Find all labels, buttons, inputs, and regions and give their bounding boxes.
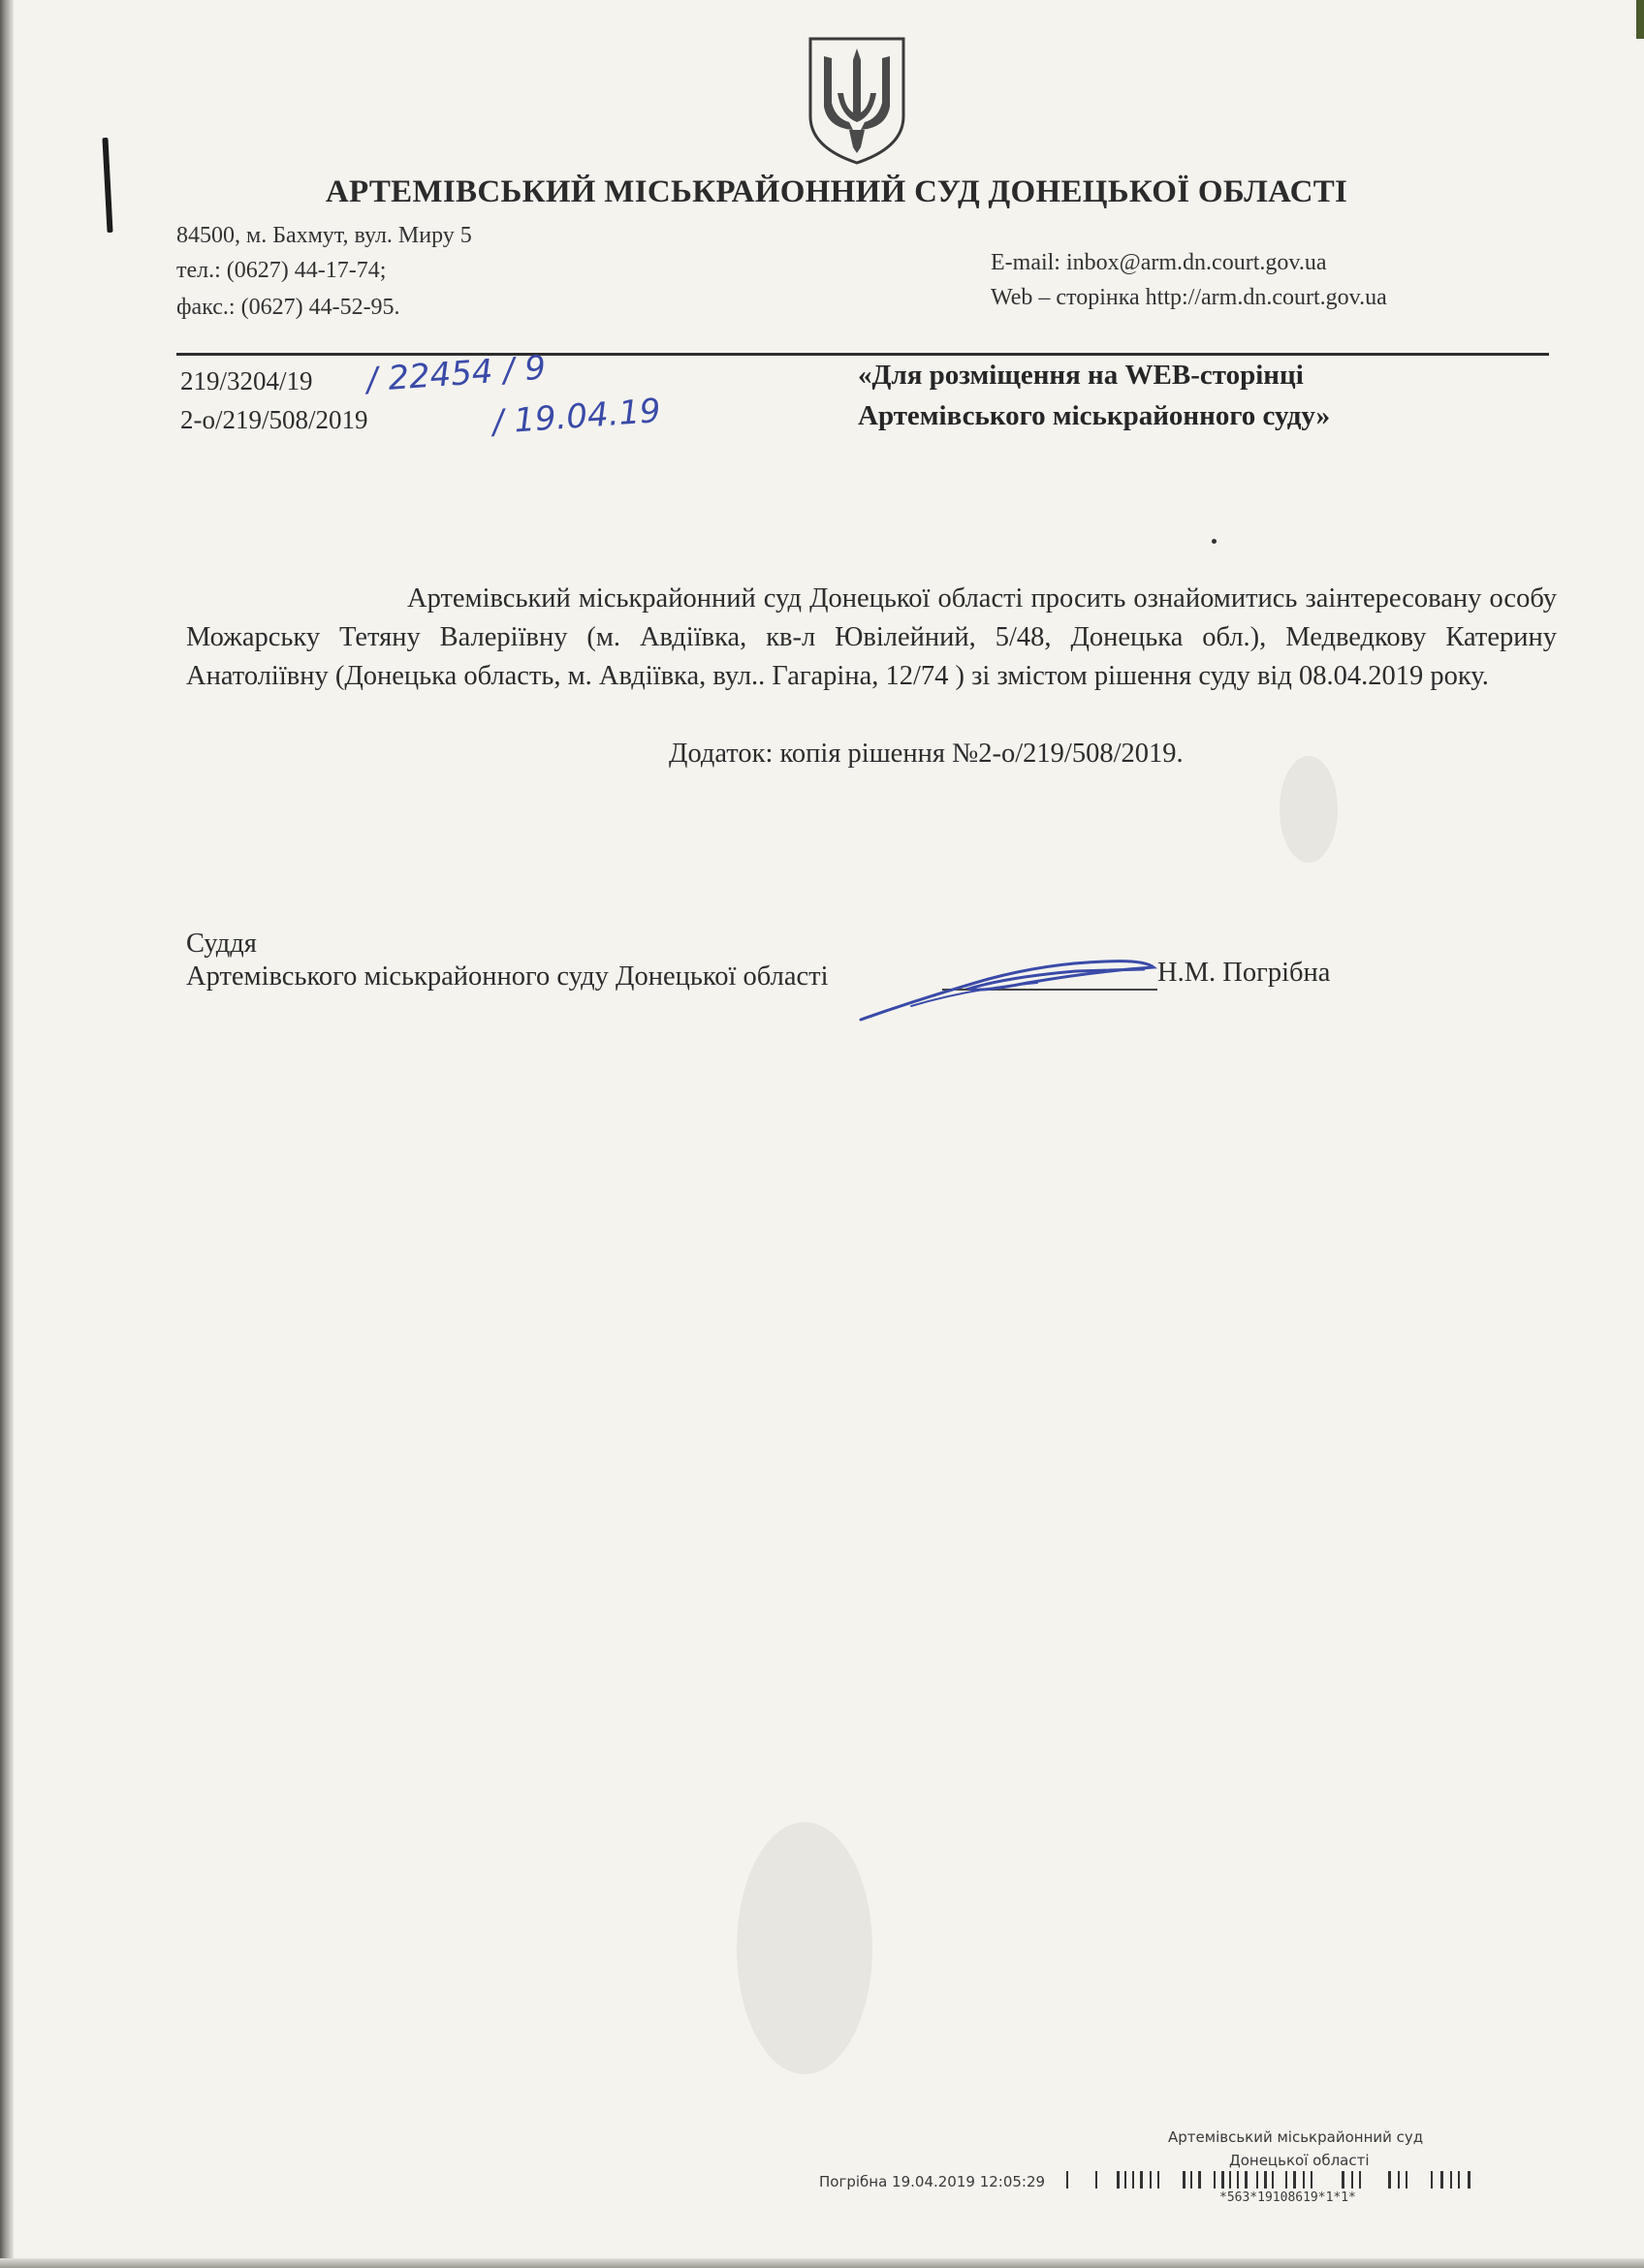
web-note-line-2: Артемівського міськрайонного суду» xyxy=(858,400,1331,431)
reference-number-2: 2-о/219/508/2019 xyxy=(180,405,368,434)
court-fax: факс.: (0627) 44-52-95. xyxy=(176,295,400,320)
judge-name: Н.М. Погрібна xyxy=(1157,958,1331,988)
registration-stamp-line: Погрібна 19.04.2019 12:05:29 xyxy=(819,2173,1046,2190)
court-web: Web – сторінка http://arm.dn.court.gov.ua xyxy=(991,285,1387,310)
handwritten-date: / 19.04.19 xyxy=(490,391,662,443)
scan-edge-right xyxy=(1636,0,1644,39)
smudge xyxy=(1280,756,1338,863)
appendix-line: Додаток: копія рішення №2-о/219/508/2019. xyxy=(669,739,1184,769)
judge-court: Артемівського міськрайонного суду Донецької області xyxy=(186,961,829,992)
court-email: E-mail: inbox@arm.dn.court.gov.ua xyxy=(991,250,1327,275)
court-phone: тел.: (0627) 44-17-74; xyxy=(176,258,387,283)
judge-title: Суддя xyxy=(186,929,257,959)
handwritten-signature xyxy=(853,950,1163,1027)
scan-edge-left xyxy=(0,0,14,2268)
body-paragraph xyxy=(186,580,1557,696)
court-address: 84500, м. Бахмут, вул. Миру 5 xyxy=(176,223,472,248)
trident-emblem-icon xyxy=(803,35,911,167)
ink-dot xyxy=(1212,539,1217,544)
handwritten-outgoing-number: / 22454 / 9 xyxy=(364,348,548,400)
body-paragraph-text: Артемівський міськрайонний суд Донецької області просить ознайомитись заінтересовану особу Можарську Тетяну Валеріївну (м. Авдіївка, кв-л Ювілейний, 5/48, Донецька обл.), Медведкову Катерину Анатоліївну (Донецька область, м. Авдіївка, вул.. Гагаріна, 12/74 ) зі змістом рішення суду від 08.04.2019 року. xyxy=(186,583,1557,691)
court-title: АРТЕМІВСЬКИЙ МІСЬКРАЙОННИЙ СУД ДОНЕЦЬКОЇ ОБЛАСТІ xyxy=(325,174,1348,209)
web-publication-note xyxy=(858,355,1330,436)
registration-stamp-code: *563*19108619*1*1* xyxy=(1219,2190,1356,2205)
registration-stamp-region: Донецької області xyxy=(1229,2152,1370,2169)
barcode xyxy=(1066,2171,1543,2189)
web-note-line-1: «Для розміщення на WEB-сторінці xyxy=(858,360,1304,391)
reference-number-1: 219/3204/19 xyxy=(180,366,313,395)
smudge xyxy=(737,1822,872,2074)
registration-stamp-court: Артемівський міськрайонний суд xyxy=(1168,2128,1424,2146)
scan-edge-bottom xyxy=(0,2258,1644,2268)
